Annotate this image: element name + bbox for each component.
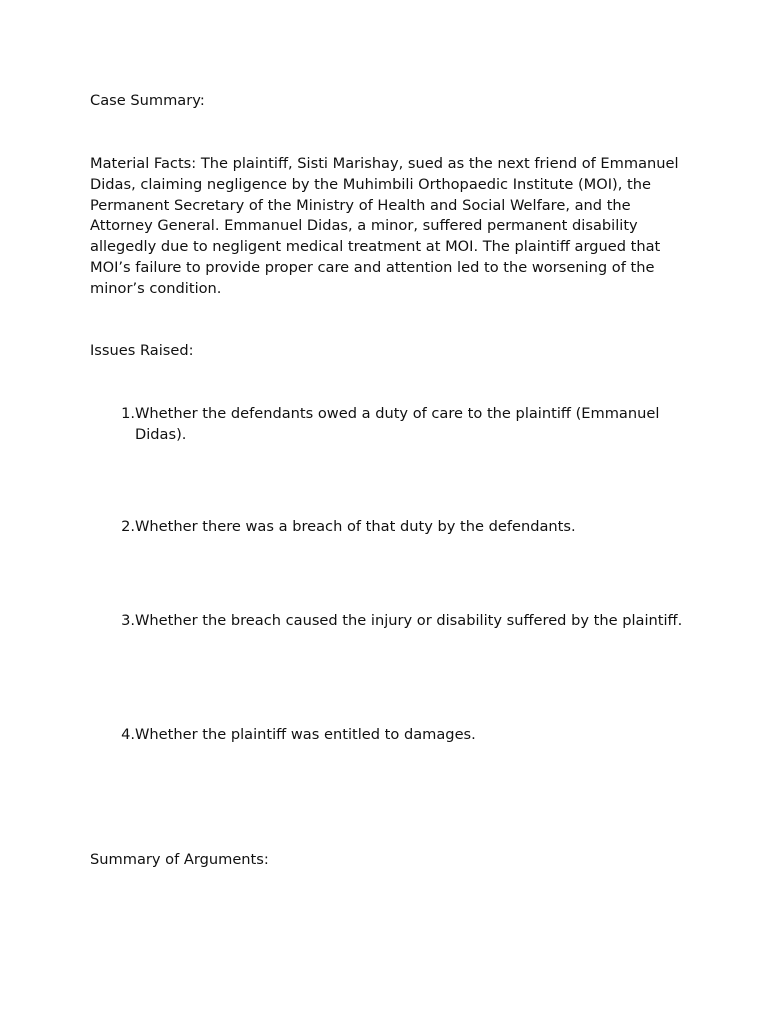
issue-list-item (90, 517, 690, 538)
issue-list-item (90, 611, 690, 632)
material-facts-paragraph: Material Facts: The plaintiff, Sisti Marishay, sued as the next friend of Emmanuel Didas, claiming negligence by the Muhimbili Orthopaedic Institute (MOI), the Permanent Secretary of the Ministry of Health and Social Welfare, and the Attorney General. Emmanuel Didas, a minor, suffered permanent disability allegedly due to negligent medical treatment at MOI. The plaintiff argued that MOI’s failure to provide proper care and attention led to the worsening of the minor’s condition. (90, 155, 679, 297)
issue-list-item (90, 404, 690, 446)
issue-text: Whether there was a breach of that duty by the defendants. (135, 518, 576, 535)
case-summary-heading: Case Summary: (90, 92, 205, 109)
issue-number: 3. (121, 612, 135, 629)
issue-number: 2. (121, 518, 135, 535)
issue-text: Whether the plaintiff was entitled to damages. (135, 726, 476, 743)
issue-text: Whether the breach caused the injury or disability suffered by the plaintiff. (135, 612, 683, 629)
summary-of-arguments-heading: Summary of Arguments: (90, 851, 269, 868)
issue-list-item (90, 725, 690, 746)
issues-raised-heading: Issues Raised: (90, 342, 194, 359)
issue-text: Whether the defendants owed a duty of care to the plaintiff (Emmanuel Didas). (135, 405, 660, 443)
issue-number: 4. (121, 726, 135, 743)
issue-number: 1. (121, 405, 135, 422)
